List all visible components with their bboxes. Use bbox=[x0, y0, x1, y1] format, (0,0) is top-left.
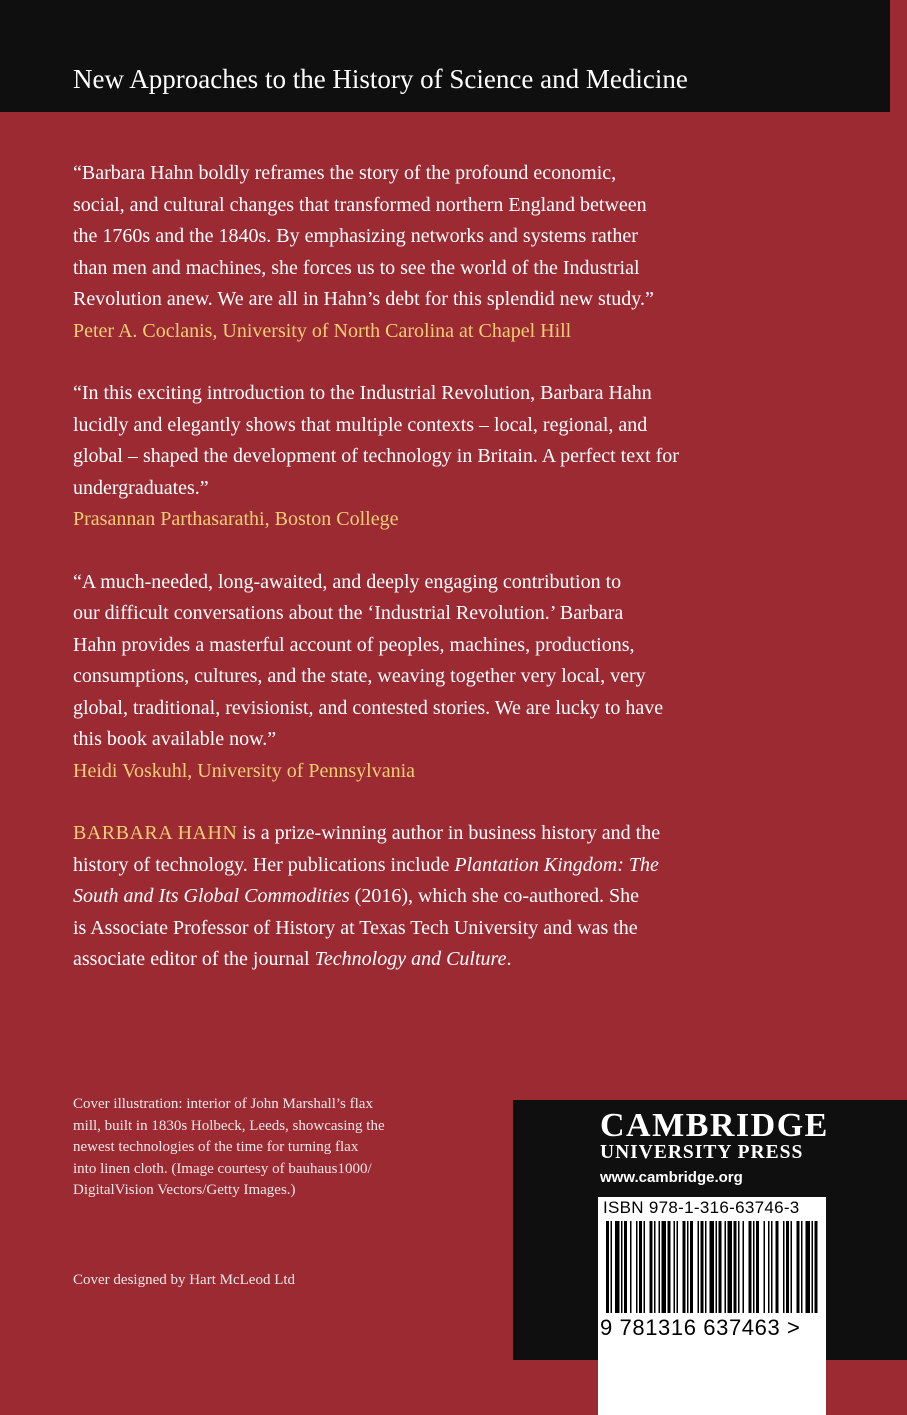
quote-attribution: Peter A. Coclanis, University of North Carolina at Chapel Hill bbox=[73, 319, 572, 342]
quote-line: consumptions, cultures, and the state, weaving together very local, very bbox=[73, 665, 646, 687]
publisher-name: CAMBRIDGE bbox=[600, 1107, 829, 1144]
quote-line: global, traditional, revisionist, and contested stories. We are lucky to have bbox=[73, 696, 664, 719]
quote-line: than men and machines, she forces us to see the world of the Industrial bbox=[73, 256, 640, 279]
series-title: New Approaches to the History of Science and Medicine bbox=[73, 64, 688, 94]
publisher-url: www.cambridge.org bbox=[600, 1169, 743, 1186]
series-header-bar bbox=[0, 0, 890, 112]
quote-attribution: Prasannan Parthasarathi, Boston College bbox=[73, 508, 399, 530]
book-title: Plantation Kingdom: The bbox=[454, 853, 659, 876]
publisher-block bbox=[513, 1100, 907, 1360]
isbn-label: ISBN 978-1-316-63746-3 bbox=[603, 1198, 800, 1217]
endorsement-quote-2 bbox=[73, 378, 773, 536]
endorsement-quote-1 bbox=[73, 158, 773, 347]
author-bio bbox=[73, 818, 773, 976]
quote-line: global – shaped the development of technology in Britain. A perfect text for bbox=[73, 445, 679, 467]
bio-line bbox=[73, 818, 773, 850]
quote-line: “Barbara Hahn boldly reframes the story of the profound economic, bbox=[73, 162, 617, 184]
quote-attribution: Heidi Voskuhl, University of Pennsylvania bbox=[73, 759, 416, 782]
bio-line bbox=[73, 944, 773, 976]
publisher-press: UNIVERSITY PRESS bbox=[600, 1142, 804, 1163]
endorsement-quote-3 bbox=[73, 567, 773, 788]
journal-title: Technology and Culture bbox=[314, 948, 507, 970]
credit-line: newest technologies of the time for turning flax bbox=[73, 1139, 359, 1155]
quote-line: this book available now.” bbox=[73, 728, 277, 750]
bio-line bbox=[73, 881, 773, 913]
bio-text: is a prize-winning author in business history and the bbox=[237, 822, 661, 844]
bio-text: (2016), which she co-authored. She bbox=[349, 885, 640, 907]
credit-line: DigitalVision Vectors/Getty Images.) bbox=[73, 1182, 296, 1198]
bio-line: is Associate Professor of History at Texas Tech University and was the bbox=[73, 916, 638, 939]
bio-text: associate editor of the journal bbox=[73, 948, 315, 970]
back-cover-text bbox=[73, 158, 773, 976]
quote-line: “A much-needed, long-awaited, and deeply engaging contribution to bbox=[73, 570, 622, 593]
bio-text: . bbox=[506, 948, 512, 970]
credit-line: into linen cloth. (Image courtesy of bauhaus1000/ bbox=[73, 1160, 372, 1177]
bio-line bbox=[73, 850, 773, 882]
book-title: South and Its Global Commodities bbox=[73, 885, 350, 907]
quote-line: the 1760s and the 1840s. By emphasizing networks and systems rather bbox=[73, 225, 638, 247]
credit-line: mill, built in 1830s Holbeck, Leeds, showcasing the bbox=[73, 1117, 385, 1134]
bio-text: history of technology. Her publications include bbox=[73, 853, 455, 876]
quote-line: social, and cultural changes that transformed northern England between bbox=[73, 193, 647, 216]
quote-line: our difficult conversations about the ‘Industrial Revolution.’ Barbara bbox=[73, 602, 624, 624]
ean-digits: 9 781316 637463 > bbox=[600, 1315, 801, 1340]
barcode-icon bbox=[602, 1221, 820, 1313]
quote-line: lucidly and elegantly shows that multiple contexts – local, regional, and bbox=[73, 413, 648, 436]
cover-illustration-credit bbox=[73, 1094, 443, 1202]
quote-line: Revolution anew. We are all in Hahn’s debt for this splendid new study.” bbox=[73, 288, 654, 310]
author-name: BARBARA HAHN bbox=[73, 822, 238, 844]
quote-line: Hahn provides a masterful account of peoples, machines, productions, bbox=[73, 633, 635, 656]
barcode-panel bbox=[598, 1197, 826, 1415]
quote-line: “In this exciting introduction to the Industrial Revolution, Barbara Hahn bbox=[73, 382, 652, 404]
credit-line: Cover illustration: interior of John Marshall’s flax bbox=[73, 1096, 373, 1112]
cover-designer-credit: Cover designed by Hart McLeod Ltd bbox=[73, 1272, 296, 1288]
quote-line: undergraduates.” bbox=[73, 476, 209, 499]
